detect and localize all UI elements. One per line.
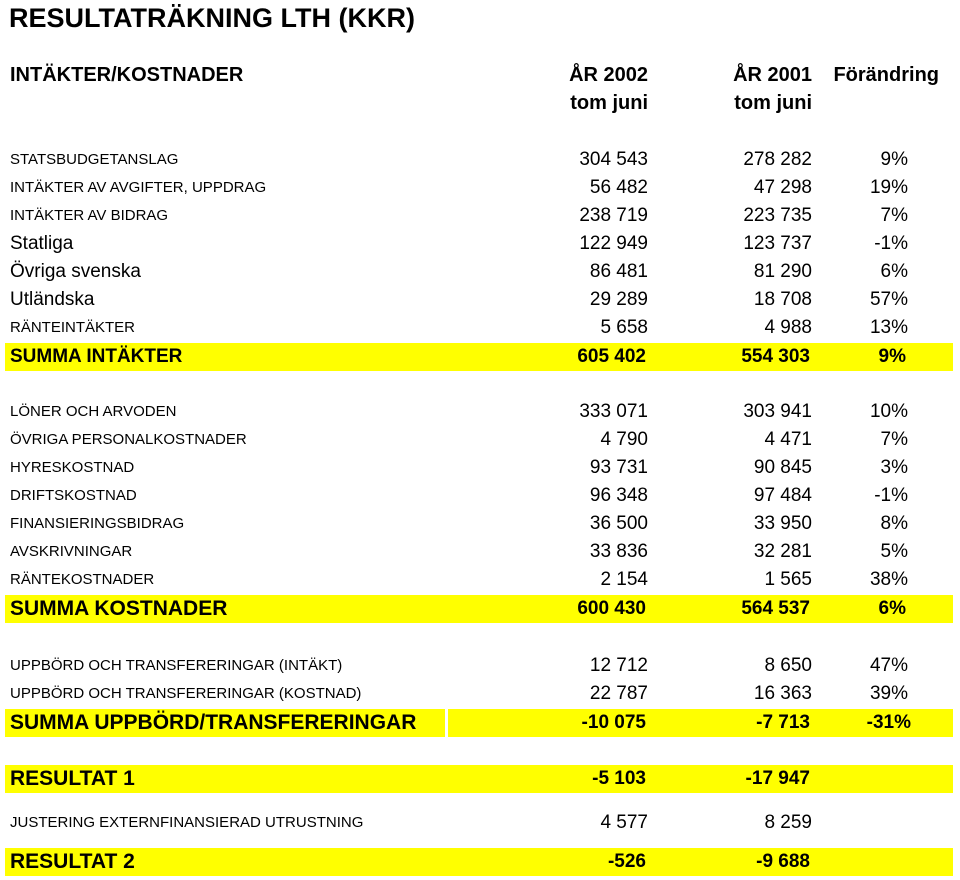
column-header-label: INTÄKTER/KOSTNADER <box>10 64 244 86</box>
value-2002: 29 289 <box>589 289 648 310</box>
value-2001: 32 281 <box>753 541 812 562</box>
row-label: STATSBUDGETANSLAG <box>10 151 179 168</box>
value-change: 9% <box>878 346 906 367</box>
row-label: RESULTAT 1 <box>10 767 135 790</box>
row-label: SUMMA INTÄKTER <box>10 346 183 367</box>
value-change: -1% <box>874 233 908 254</box>
value-2002: 600 430 <box>577 598 646 619</box>
value-change: -31% <box>866 712 911 733</box>
summary-row <box>5 709 445 737</box>
value-2002: 22 787 <box>589 683 648 704</box>
row-label: Övriga svenska <box>10 261 141 282</box>
row-label: UPPBÖRD OCH TRANSFERERINGAR (KOSTNAD) <box>10 685 362 702</box>
value-2002: 96 348 <box>589 485 648 506</box>
value-change: 19% <box>869 177 908 198</box>
value-2001: 33 950 <box>753 513 812 534</box>
column-header-change: Förändring <box>833 64 939 86</box>
value-2002: 4 790 <box>600 429 648 450</box>
table-row <box>0 510 960 538</box>
value-change: 5% <box>880 541 908 562</box>
row-label: DRIFTSKOSTNAD <box>10 487 137 504</box>
table-row <box>0 680 960 708</box>
row-label: SUMMA UPPBÖRD/TRANSFERERINGAR <box>10 711 417 734</box>
row-label: INTÄKTER AV BIDRAG <box>10 207 169 224</box>
table-row <box>0 538 960 566</box>
value-change: 6% <box>878 598 906 619</box>
table-row <box>0 202 960 230</box>
value-2002: 36 500 <box>589 513 648 534</box>
value-2002: 122 949 <box>579 233 648 254</box>
value-change: -1% <box>874 485 908 506</box>
table-row <box>0 426 960 454</box>
value-change: 3% <box>880 457 908 478</box>
summary-row-values <box>448 709 953 737</box>
value-2002: 333 071 <box>579 401 648 422</box>
value-change: 13% <box>869 317 908 338</box>
row-label: Utländska <box>10 289 95 310</box>
value-2002: 2 154 <box>600 569 648 590</box>
page-title: RESULTATRÄKNING LTH (KKR) <box>9 3 415 33</box>
row-label: RÄNTEINTÄKTER <box>10 319 136 336</box>
value-2002: -526 <box>607 851 646 872</box>
row-label: UPPBÖRD OCH TRANSFERERINGAR (INTÄKT) <box>10 657 343 674</box>
value-2001: -7 713 <box>756 712 810 733</box>
value-2001: -17 947 <box>745 768 810 789</box>
value-2001: 8 650 <box>764 655 812 676</box>
value-change: 9% <box>880 149 908 170</box>
table-row <box>0 146 960 174</box>
table-row <box>0 230 960 258</box>
table-row <box>0 286 960 314</box>
value-change: 6% <box>880 261 908 282</box>
row-label: ÖVRIGA PERSONALKOSTNADER <box>10 431 247 448</box>
value-change: 7% <box>880 429 908 450</box>
table-row <box>0 174 960 202</box>
row-label: JUSTERING EXTERNFINANSIERAD UTRUSTNING <box>10 814 364 831</box>
value-2001: 81 290 <box>753 261 812 282</box>
value-2002: -5 103 <box>592 768 646 789</box>
value-2001: 16 363 <box>753 683 812 704</box>
table-row <box>0 809 960 837</box>
value-2002: 93 731 <box>589 457 648 478</box>
value-2002: 86 481 <box>589 261 648 282</box>
value-2001: 47 298 <box>753 177 812 198</box>
value-2002: 56 482 <box>589 177 648 198</box>
column-header-2001-sub: tom juni <box>734 92 812 114</box>
value-2002: 238 719 <box>579 205 648 226</box>
value-2002: 5 658 <box>600 317 648 338</box>
value-2001: 303 941 <box>743 401 812 422</box>
row-label: RÄNTEKOSTNADER <box>10 571 155 588</box>
value-2001: 223 735 <box>743 205 812 226</box>
value-2002: 12 712 <box>589 655 648 676</box>
value-change: 8% <box>880 513 908 534</box>
value-2001: 278 282 <box>743 149 812 170</box>
value-change: 39% <box>869 683 908 704</box>
result-row <box>5 765 953 793</box>
result-row <box>5 848 953 876</box>
summary-row <box>5 595 953 623</box>
table-row <box>0 566 960 594</box>
row-label: Statliga <box>10 233 74 254</box>
value-2001: 123 737 <box>743 233 812 254</box>
value-2001: 18 708 <box>753 289 812 310</box>
table-row <box>0 482 960 510</box>
table-row <box>0 652 960 680</box>
value-2002: 4 577 <box>600 812 648 833</box>
value-2002: 304 543 <box>579 149 648 170</box>
value-change: 57% <box>869 289 908 310</box>
row-label: AVSKRIVNINGAR <box>10 543 133 560</box>
row-label: RESULTAT 2 <box>10 850 135 873</box>
value-2001: -9 688 <box>756 851 810 872</box>
column-header-2001: ÅR 2001 <box>733 64 812 86</box>
table-row <box>0 398 960 426</box>
value-change: 7% <box>880 205 908 226</box>
row-label: INTÄKTER AV AVGIFTER, UPPDRAG <box>10 179 267 196</box>
value-2001: 1 565 <box>764 569 812 590</box>
value-2002: 605 402 <box>577 346 646 367</box>
summary-row <box>5 343 953 371</box>
column-header-2002: ÅR 2002 <box>569 64 648 86</box>
value-2001: 8 259 <box>764 812 812 833</box>
value-2001: 4 988 <box>764 317 812 338</box>
table-row <box>0 258 960 286</box>
value-2001: 97 484 <box>753 485 812 506</box>
value-2001: 90 845 <box>753 457 812 478</box>
table-row <box>0 314 960 342</box>
column-header-2002-sub: tom juni <box>570 92 648 114</box>
value-2001: 564 537 <box>741 598 810 619</box>
row-label: SUMMA KOSTNADER <box>10 597 228 620</box>
value-2002: 33 836 <box>589 541 648 562</box>
value-change: 47% <box>869 655 908 676</box>
value-change: 10% <box>869 401 908 422</box>
row-label: FINANSIERINGSBIDRAG <box>10 515 185 532</box>
value-2001: 554 303 <box>741 346 810 367</box>
table-row <box>0 454 960 482</box>
value-change: 38% <box>869 569 908 590</box>
row-label: HYRESKOSTNAD <box>10 459 135 476</box>
value-2002: -10 075 <box>581 712 646 733</box>
value-2001: 4 471 <box>764 429 812 450</box>
row-label: LÖNER OCH ARVODEN <box>10 403 177 420</box>
